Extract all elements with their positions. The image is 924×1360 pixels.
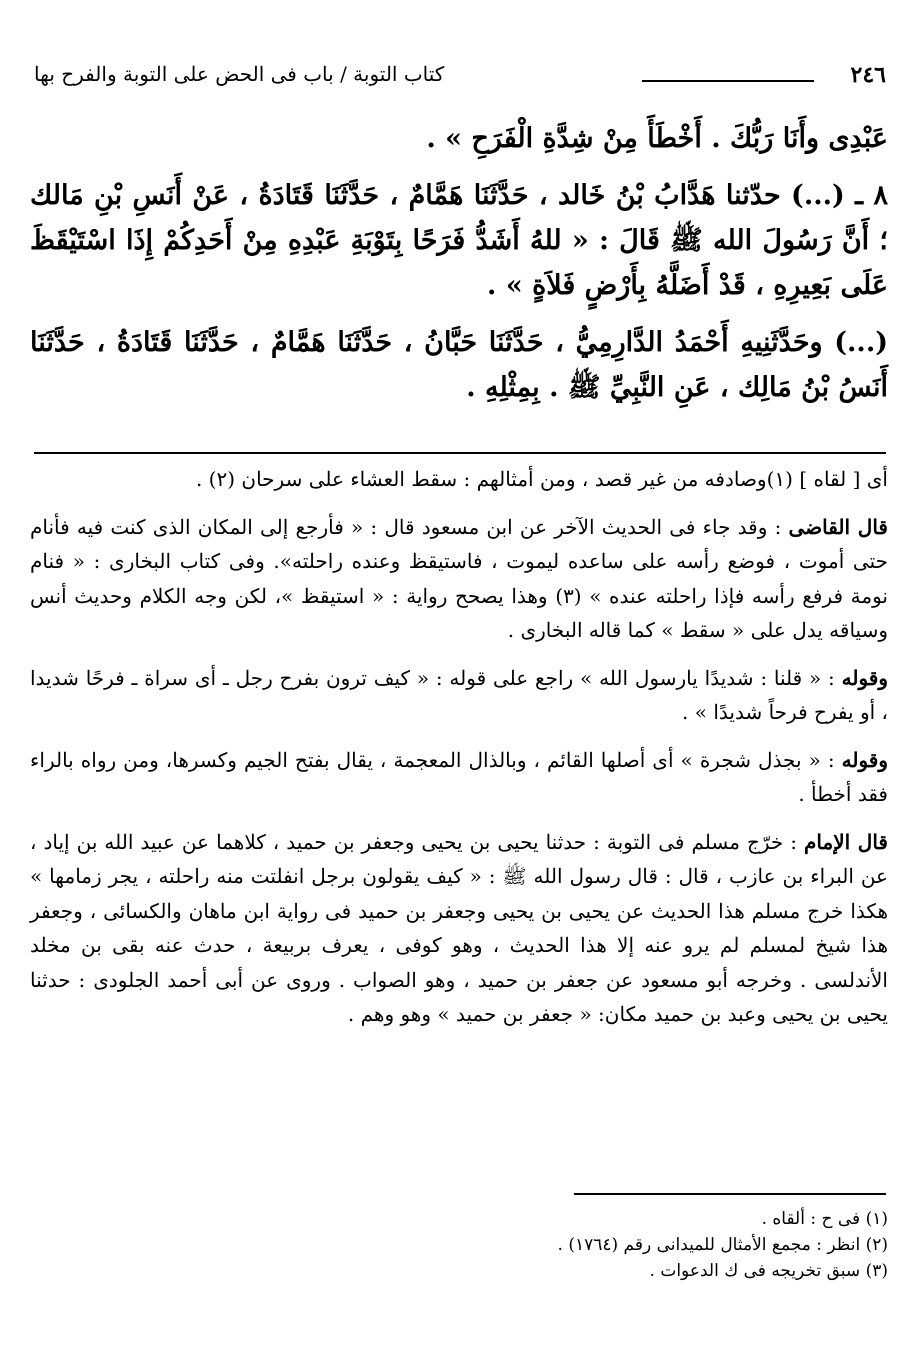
- commentary-paragraph-1: أى [ لقاه ] (١)وصادفه من غير قصد ، ومن أمثالهم : سقط العشاء على سرحان (٢) .: [195, 467, 888, 491]
- running-title: كتاب التوبة / باب فى الحض على التوبة والفرح بها: [34, 62, 445, 86]
- paragraph-body: : وقد جاء فى الحديث الآخر عن ابن مسعود قال : « فأرجع إلى المكان الذى كنت فيه فأنام حتى أموت ، فوضع رأسه على ساعده ليموت ، فاستيقظ وعنده راحلته». وفى كتاب البخارى : « فنام نومة فرفع رأسه فإذا راحلته عنده » (٣) وهذا يصحح رواية : « استيقظ »، لكن وجه الكلام وحديث أنس وسياقه يدل على « سقط » كما قاله البخارى .: [30, 514, 888, 642]
- hadith-paragraph-2: ٨ ـ (...) حدّثنا هَدَّابُ بْنُ خَالد ، حَدَّثَنَا هَمَّامٌ ، حَدَّثَنَا قَتَادَةُ ، عَنْ أَنَسِ بْنِ مَالك ؛ أَنَّ رَسُولَ الله ﷺ قَالَ : « للهُ أَشَدُّ فَرَحًا بِتَوْبَةِ عَبْدِهِ مِنْ أَحَدِكُمْ إِذَا اسْتَيْقَظَ عَلَى بَعِيرِهِ ، قَدْ أَضَلَّهُ بِأَرْضٍ فَلاَةٍ » .: [30, 180, 888, 301]
- paragraph-body: : « قلنا : شديدًا يارسول الله » راجع على قوله : « كيف ترون بفرح رجل ـ أى سراة ـ فرحًا شديدا ، أو يفرح فرحاً شديدًا » .: [30, 665, 888, 724]
- hadith-text: [30, 116, 888, 422]
- paragraph-lead: وقوله: [841, 665, 888, 690]
- footnotes: [30, 1206, 888, 1284]
- header-rule: [642, 80, 814, 82]
- commentary-paragraph-2: [30, 510, 888, 648]
- footnote-1: (١) فى ح : ألقاه .: [761, 1209, 888, 1229]
- paragraph-lead: قال الإمام: [804, 829, 888, 854]
- footnote-divider: [574, 1193, 886, 1195]
- hadith-paragraph-3: (...) وحَدَّثَنِيهِ أَحْمَدُ الدَّارِمِيُّ ، حَدَّثَنَا حَبَّانُ ، حَدَّثَنَا هَمَّامٌ ، حَدَّثَنَا قَتَادَةُ ، حَدَّثَنَا أَنَسُ بْنُ مَالِك ، عَنِ النَّبِيِّ ﷺ . بِمِثْلِهِ .: [30, 327, 888, 403]
- commentary-paragraph-3: [30, 661, 888, 730]
- paragraph-lead: قال القاضى: [788, 514, 888, 539]
- paragraph-body: : خرّج مسلم فى التوبة : حدثنا يحيى بن يحيى وجعفر بن حميد ، كلاهما عن عبيد الله بن إياد ، عن البراء بن عازب ، قال : قال رسول الله ﷺ : « كيف يقولون برجل انفلتت منه راحلته ، يجر زمامها » هكذا خرج مسلم هذا الحديث عن يحيى بن يحيى وجعفر بن حميد فى رواية ابن ماهان والكسائى ، وجعفر هذا شيخ لمسلم لم يرو عنه إلا هذا الحديث ، وهو كوفى ، يعرف بربيعة ، حدث عنه بقى بن مخلد الأندلسى . وخرجه أبو مسعود عن جعفر بن حميد ، وهو الصواب . وروى عن أبى أحمد الجلودى : حدثنا يحيى بن يحيى وعبد بن حميد مكان: « جعفر بن حميد » وهو وهم .: [30, 829, 888, 1026]
- commentary-text: [30, 462, 888, 1045]
- paragraph-lead: وقوله: [841, 747, 888, 772]
- footnote-3: (٣) سبق تخريجه فى ك الدعوات .: [649, 1261, 888, 1281]
- footnote-2: (٢) انظر : مجمع الأمثال للميدانى رقم (١٧٦٤) .: [557, 1235, 888, 1255]
- hadith-paragraph-1: عَبْدِى وأَنَا رَبُّكَ . أَخْطَأَ مِنْ شِدَّةِ الْفَرَحِ » .: [426, 123, 888, 154]
- page-number: ٢٤٦: [850, 62, 886, 88]
- running-header: [34, 56, 886, 96]
- commentary-paragraph-5: [30, 825, 888, 1032]
- commentary-paragraph-4: [30, 743, 888, 812]
- section-divider: [34, 452, 886, 454]
- paragraph-body: : « بجذل شجرة » أى أصلها القائم ، وبالذال المعجمة ، يقال بفتح الجيم وكسرها، ومن رواه بالراء فقد أخطأ .: [30, 747, 888, 806]
